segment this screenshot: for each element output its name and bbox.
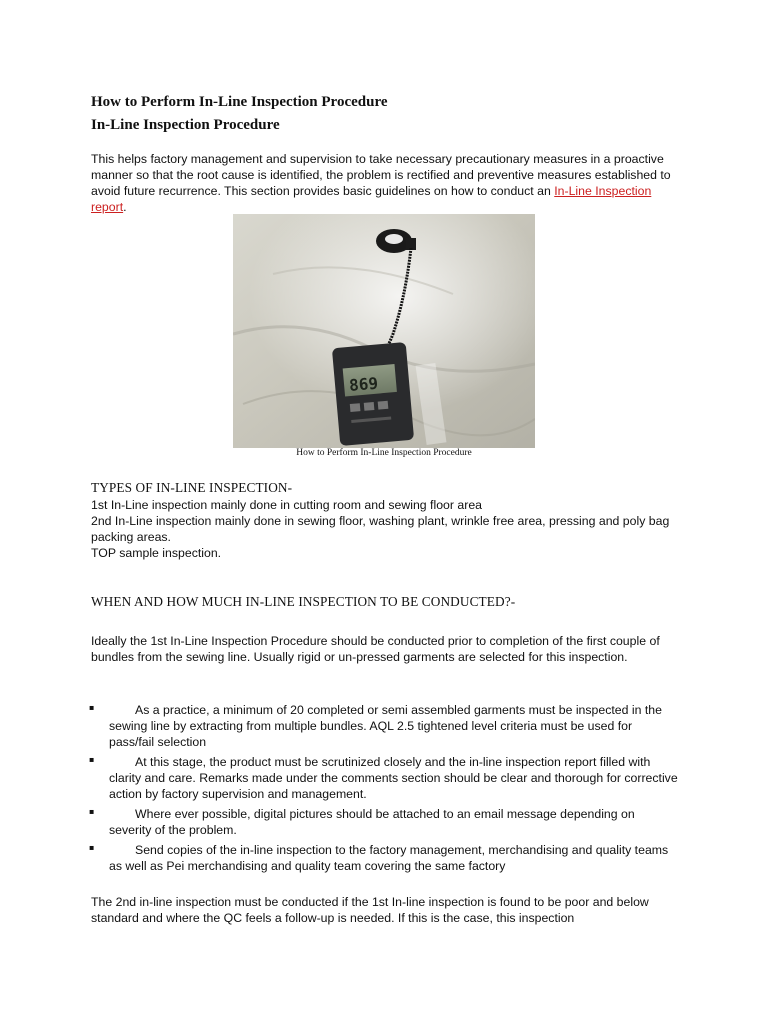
bullet-item bbox=[109, 806, 679, 838]
types-list bbox=[91, 497, 683, 561]
meter-reading: 869 bbox=[348, 373, 379, 396]
types-line: 2nd In-Line inspection mainly done in sewing floor, washing plant, wrinkle free area, pressing and poly bag packing areas. bbox=[91, 514, 670, 544]
types-line: TOP sample inspection. bbox=[91, 546, 222, 560]
bullet-text: At this stage, the product must be scrutinized closely and the in-line inspection report filled with clarity and care. Remarks made under the comments section should be clear and thorough for corrective action by factory supervision and management. bbox=[109, 755, 678, 801]
bullet-item bbox=[109, 754, 679, 802]
intro-paragraph bbox=[91, 151, 683, 215]
when-heading: WHEN AND HOW MUCH IN-LINE INSPECTION TO BE CONDUCTED?- bbox=[91, 594, 516, 609]
bullet-marker: ▪ bbox=[89, 755, 95, 764]
types-line: 1st In-Line inspection mainly done in cutting room and sewing floor area bbox=[91, 498, 482, 512]
inspection-report-link[interactable]: In-Line Inspection report bbox=[91, 184, 652, 214]
bullet-marker: ▪ bbox=[89, 703, 95, 712]
bullet-text: As a practice, a minimum of 20 completed or semi assembled garments must be inspected in the sewing line by extracting from multiple bundles. AQL 2.5 tightened level criteria must be used for pass/fail selection bbox=[109, 703, 662, 749]
ideal-paragraph: Ideally the 1st In-Line Inspection Procedure should be conducted prior to completion of the first couple of bundles from the sewing line. Usually rigid or un-pressed garments are selected for this inspection. bbox=[91, 634, 660, 664]
types-heading: TYPES OF IN-LINE INSPECTION- bbox=[91, 480, 293, 495]
intro-end: . bbox=[123, 200, 127, 214]
bullet-marker: ▪ bbox=[89, 807, 95, 816]
image-caption: How to Perform In-Line Inspection Procedure bbox=[296, 448, 472, 458]
intro-text: This helps factory management and supervision to take necessary precautionary measures in a proactive manner so that the root cause is identified, the problem is rectified and preventive measures established to avoid future recurrence. This section provides basic guidelines on how to conduct an bbox=[91, 152, 671, 198]
page-subtitle: In-Line Inspection Procedure bbox=[91, 117, 280, 133]
bullet-item bbox=[109, 702, 679, 750]
bullet-text: Send copies of the in-line inspection to the factory management, merchandising and quality teams as well as Pei merchandising and quality team covering the same factory bbox=[109, 843, 669, 873]
page-title: How to Perform In-Line Inspection Procedure bbox=[91, 94, 388, 110]
meter-photo bbox=[233, 214, 535, 448]
digital-meter bbox=[332, 342, 414, 446]
bullet-item bbox=[109, 842, 679, 874]
bullet-marker: ▪ bbox=[89, 843, 95, 852]
bullet-text: Where ever possible, digital pictures should be attached to an email message depending on severity of the problem. bbox=[109, 807, 635, 837]
second-inspection-paragraph: The 2nd in-line inspection must be conducted if the 1st In-line inspection is found to be poor and below standard and where the QC feels a follow-up is needed. If this is the case, this inspection bbox=[91, 895, 649, 925]
